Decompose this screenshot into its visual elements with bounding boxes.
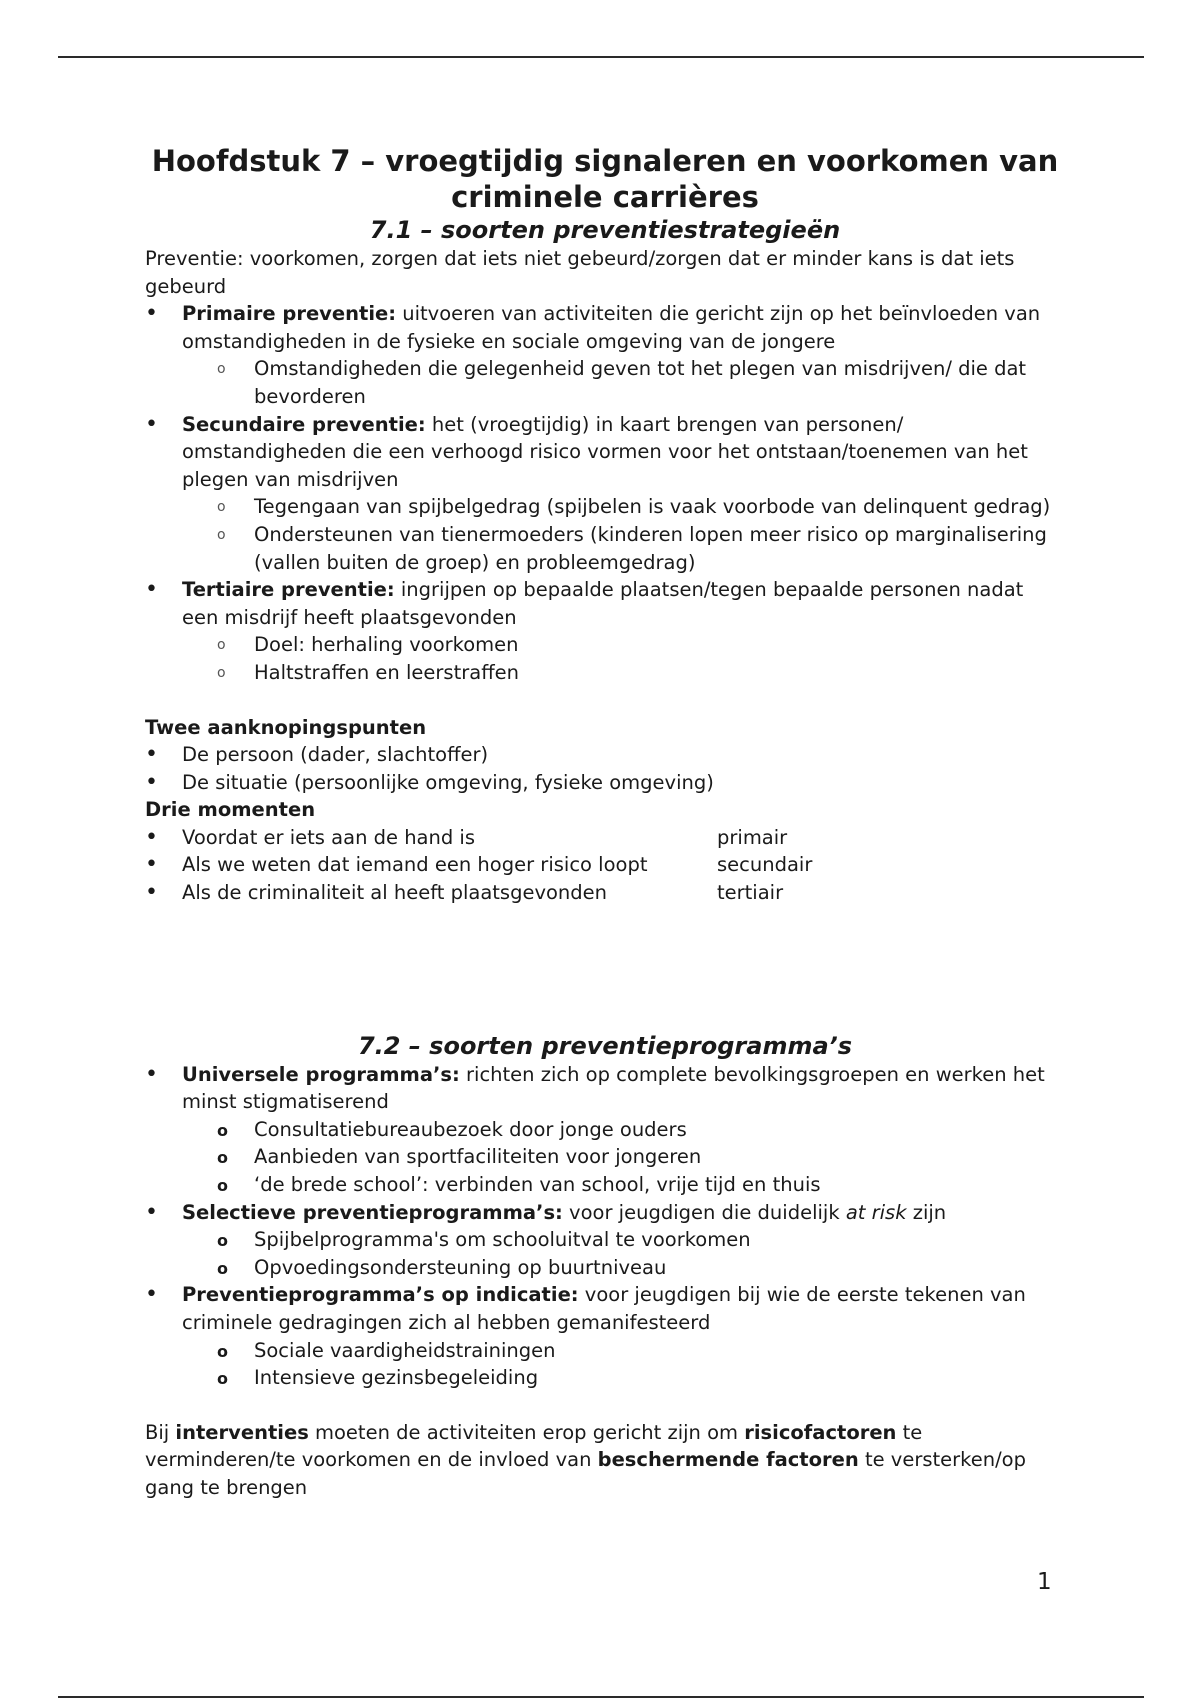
list-item: • Secundaire preventie: het (vroegtijdig) in kaart brengen van personen/ omstandigheden die een verhoogd risico vormen voor het ontstaan/toenemen van het plegen van misdrijven o Tegengaan van spijbelgedrag (spijbelen is vaak voorbode van delinquent gedrag) o Ondersteunen van tienermoeders (kinderen lopen meer risico op marginalisering (vallen buiten de groep) en probleemgedrag) (145, 411, 1065, 577)
section-heading-7-1: 7.1 – soorten preventiestrategieën (369, 216, 841, 244)
list-item: • Als we weten dat iemand een hoger risico loopt secundair (145, 851, 1065, 879)
preventie-intro: Preventie: voorkomen, zorgen dat iets niet gebeurd/zorgen dat er minder kans is dat iets gebeurd (145, 247, 1015, 298)
section-heading-7-2: 7.2 – soorten preventieprogramma’s (357, 1031, 853, 1060)
moment-label: tertiair (717, 881, 784, 905)
interventies-paragraph: Bij interventies moeten de activiteiten erop gericht zijn om risicofactoren te verminderen/te voorkomen en de invloed van beschermende factoren te versterken/op gang te brengen (145, 1420, 1026, 1499)
footer-rule (58, 1696, 1144, 1698)
sub-list-item: o Spijbelprogramma's om schooluitval te voorkomen (145, 1226, 1065, 1254)
aanknoping-heading: Twee aanknopingspunten (145, 715, 427, 739)
chapter-title: Hoofdstuk 7 – vroegtijdig signaleren en voorkomen van criminele carrières (151, 144, 1059, 214)
moment-label: primair (717, 825, 788, 849)
sub-list-item: o Opvoedingsondersteuning op buurtniveau (145, 1254, 1065, 1282)
sub-list-item: o Omstandigheden die gelegenheid geven tot het plegen van misdrijven/ die dat bevorderen (145, 355, 1065, 410)
list-item: • Universele programma’s: richten zich op complete bevolkingsgroepen en werken het minst stigmatiserend o Consultatiebureaubezoek door jonge ouders o Aanbieden van sportfaciliteiten voor jongeren o ‘de brede school’: verbinden van school, vrije tijd en thuis (145, 1061, 1065, 1199)
sub-list-item: o Doel: herhaling voorkomen (145, 631, 1065, 659)
aanknoping-list (145, 741, 1065, 796)
sub-list-item: o Aanbieden van sportfaciliteiten voor jongeren (145, 1143, 1065, 1171)
list-item: • De persoon (dader, slachtoffer) (145, 741, 1065, 769)
list-item: • Voordat er iets aan de hand is primair (145, 824, 1065, 852)
list-item: • Selectieve preventieprogramma’s: voor jeugdigen die duidelijk at risk zijn o Spijbelprogramma's om schooluitval te voorkomen o Opvoedingsondersteuning op buurtniveau (145, 1199, 1065, 1282)
sub-list-item: o Ondersteunen van tienermoeders (kinderen lopen meer risico op marginalisering (vallen buiten de groep) en probleemgedrag) (145, 521, 1065, 576)
preventie-strategy-list (145, 300, 1065, 686)
preventie-programma-list (145, 1061, 1065, 1392)
list-item: • Primaire preventie: uitvoeren van activiteiten die gericht zijn op het beïnvloeden van omstandigheden in de fysieke en sociale omgeving van de jongere o Omstandigheden die gelegenheid geven tot het plegen van misdrijven/ die dat bevorderen (145, 300, 1065, 410)
sub-list-item: o ‘de brede school’: verbinden van school, vrije tijd en thuis (145, 1171, 1065, 1199)
sub-list-item: o Tegengaan van spijbelgedrag (spijbelen is vaak voorbode van delinquent gedrag) (145, 493, 1065, 521)
header-rule (58, 56, 1144, 58)
page-number: 1 (1037, 1569, 1052, 1595)
list-item: • Preventieprogramma’s op indicatie: voor jeugdigen bij wie de eerste tekenen van criminele gedragingen zich al hebben gemanifesteerd o Sociale vaardigheidstrainingen o Intensieve gezinsbegeleiding (145, 1281, 1065, 1391)
sub-list-item: o Intensieve gezinsbegeleiding (145, 1364, 1065, 1392)
sub-list-item: o Sociale vaardigheidstrainingen (145, 1337, 1065, 1365)
list-item: • Als de criminaliteit al heeft plaatsgevonden tertiair (145, 879, 1065, 907)
momenten-heading: Drie momenten (145, 798, 316, 822)
list-item: • Tertiaire preventie: ingrijpen op bepaalde plaatsen/tegen bepaalde personen nadat een misdrijf heeft plaatsgevonden o Doel: herhaling voorkomen o Haltstraffen en leerstraffen (145, 576, 1065, 686)
document-body (145, 143, 1065, 1502)
sub-list-item: o Haltstraffen en leerstraffen (145, 659, 1065, 687)
sub-list-item: o Consultatiebureaubezoek door jonge ouders (145, 1116, 1065, 1144)
momenten-list (145, 824, 1065, 907)
list-item: • De situatie (persoonlijke omgeving, fysieke omgeving) (145, 769, 1065, 797)
moment-label: secundair (717, 853, 813, 877)
